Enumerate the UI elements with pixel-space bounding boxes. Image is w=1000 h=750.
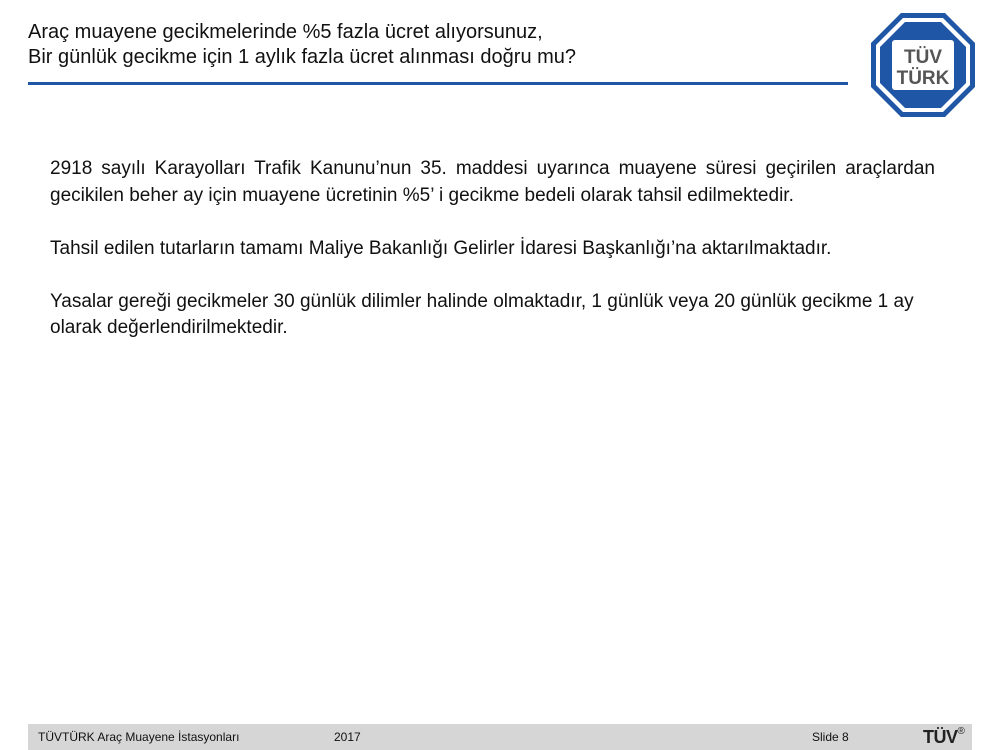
slide-footer	[28, 724, 972, 750]
footer-logo-text: TÜV	[923, 727, 958, 747]
slide-body	[50, 156, 935, 368]
footer-year: 2017	[334, 730, 361, 744]
title-line-2: Bir günlük gecikme için 1 aylık fazla ücret alınması doğru mu?	[28, 46, 577, 68]
footer-slide-number: Slide 8	[812, 730, 849, 744]
tuvturk-octagon-logo-icon	[870, 12, 976, 118]
title-divider	[28, 82, 848, 85]
paragraph-collection: Tahsil edilen tutarların tamamı Maliye Bakanlığı Gelirler İdaresi Başkanlığı’na aktarılmaktadır.	[50, 237, 832, 259]
title-line-1: Araç muayene gecikmelerinde %5 fazla ücret alıyorsunuz,	[28, 21, 543, 43]
registered-mark-icon: ®	[957, 726, 965, 737]
footer-organization: TÜVTÜRK Araç Muayene İstasyonları	[38, 730, 240, 744]
footer-tuv-logo	[923, 721, 964, 750]
logo-line-2: TÜRK	[896, 68, 950, 89]
paragraph-delay-periods: Yasalar gereği gecikmeler 30 günlük dilimler halinde olmaktadır, 1 günlük veya 20 günlük gecikme 1 ay olarak değerlendirilmektedir.	[50, 290, 914, 338]
logo-line-1: TÜV	[904, 47, 942, 68]
tuvturk-logo	[870, 12, 976, 118]
paragraph-law-reference: 2918 sayılı Karayolları Trafik Kanunu’nun 35. maddesi uyarınca muayene süresi geçirilen araçlardan gecikilen beher ay için muayene ücretinin %5’ i gecikme bedeli olarak tahsil edilmektedir.	[50, 158, 935, 206]
slide-title	[28, 20, 848, 70]
